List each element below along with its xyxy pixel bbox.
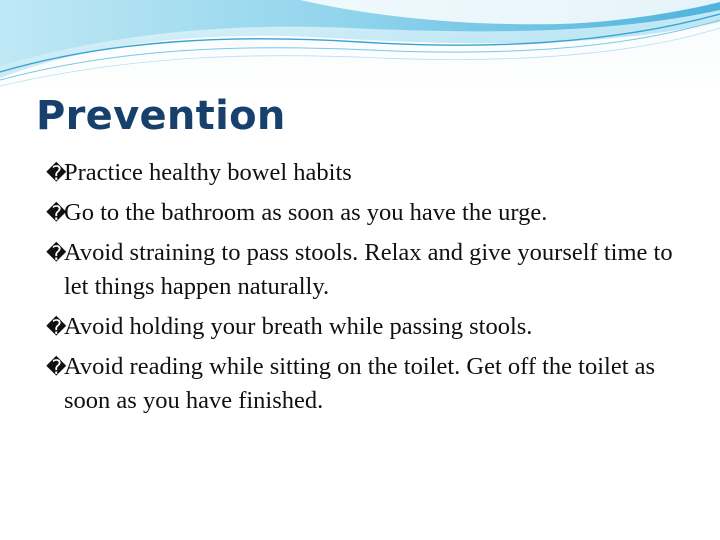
- bullet-text: Avoid reading while sitting on the toilet. Get off the toilet as soon as you have finished.: [64, 353, 656, 414]
- slide-title: Prevention: [36, 93, 286, 139]
- bullet-item: [46, 236, 696, 304]
- bullet-list: [46, 156, 696, 424]
- bullet-text: Go to the bathroom as soon as you have the urge.: [64, 199, 548, 226]
- bullet-text: Practice healthy bowel habits: [64, 159, 352, 186]
- bullet-marker-icon: �: [46, 241, 67, 265]
- bullet-marker-icon: �: [46, 161, 67, 185]
- bullet-marker-icon: �: [46, 201, 67, 225]
- bullet-item: [46, 350, 696, 418]
- bullet-text: Avoid straining to pass stools. Relax and give yourself time to let things happen naturally.: [64, 239, 673, 300]
- bullet-item: [46, 196, 696, 230]
- bullet-marker-icon: �: [46, 315, 67, 339]
- bullet-item: [46, 156, 696, 190]
- bullet-item: [46, 310, 696, 344]
- bullet-marker-icon: �: [46, 355, 67, 379]
- header-wave-decoration: [0, 0, 720, 90]
- bullet-text: Avoid holding your breath while passing stools.: [64, 313, 533, 340]
